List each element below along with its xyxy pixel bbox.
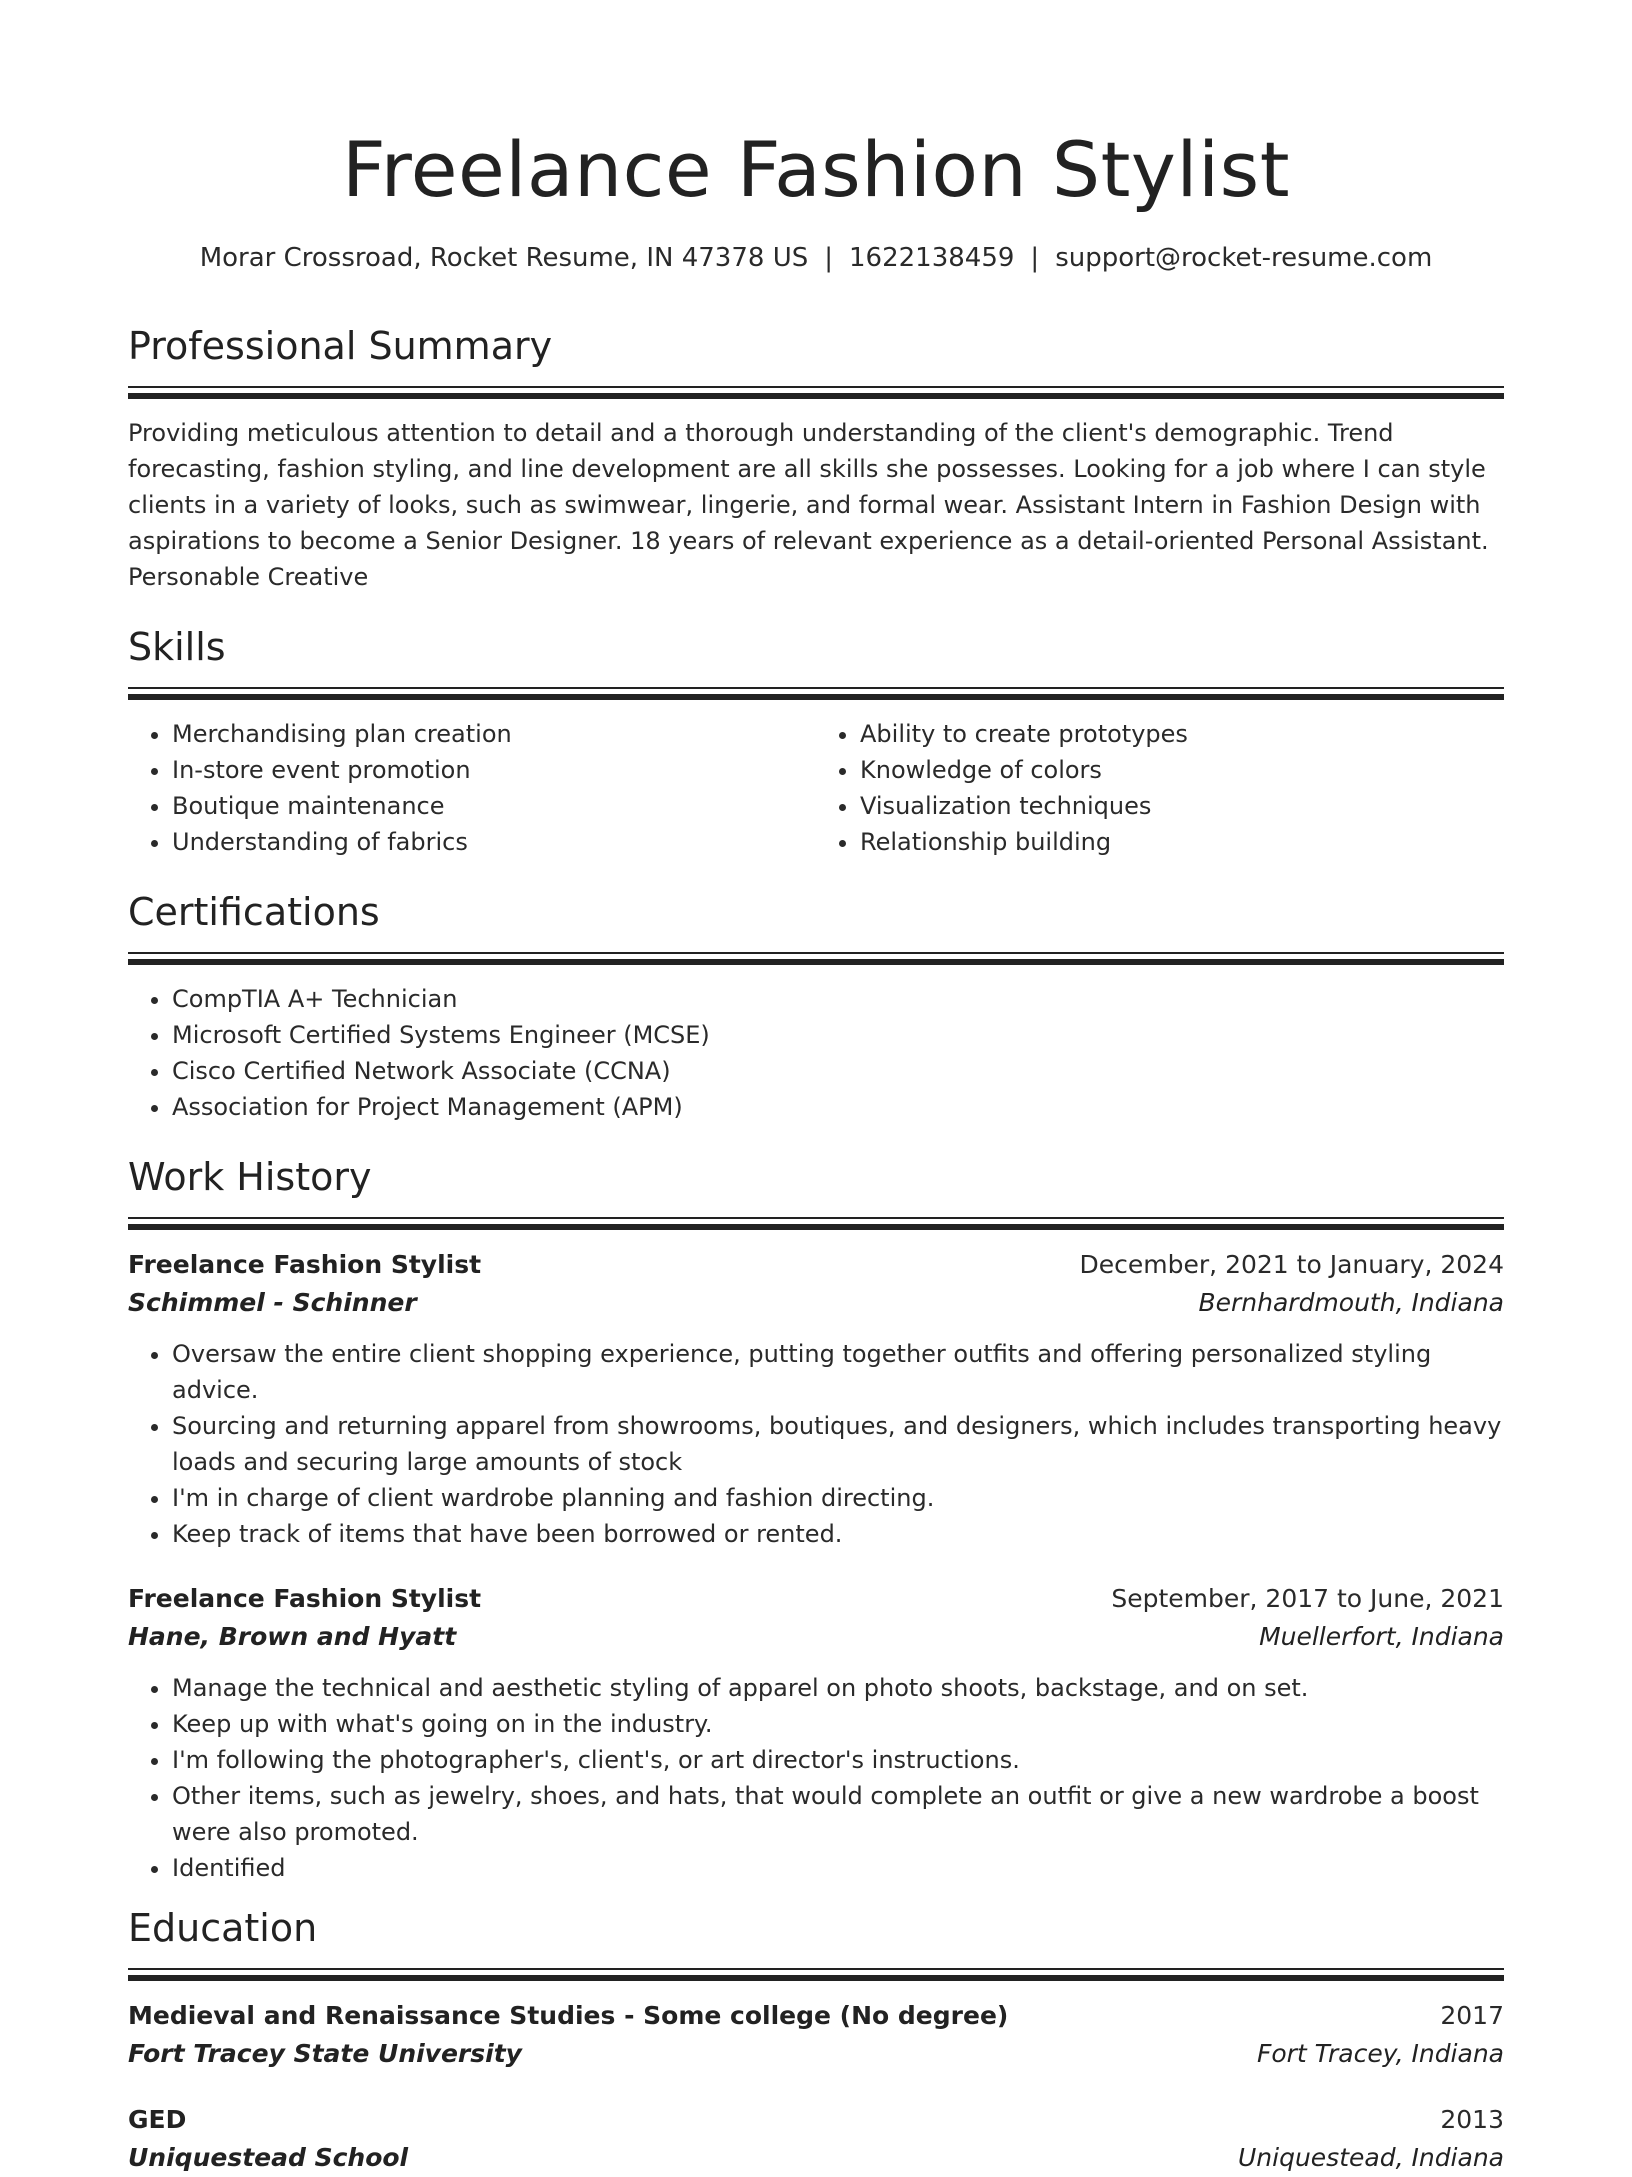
education-year: 2013 xyxy=(1440,2105,1504,2134)
education-location: Uniquestead, Indiana xyxy=(1238,2143,1504,2172)
section-divider xyxy=(128,952,1504,965)
section-title-skills: Skills xyxy=(128,625,226,669)
skills-grid xyxy=(128,716,1504,860)
contact-email: support@rocket-resume.com xyxy=(1055,243,1433,273)
education-degree: GED xyxy=(128,2105,187,2134)
education-section xyxy=(128,1902,1504,2177)
skill-item: • Understanding of fabrics xyxy=(172,824,816,860)
job-bullet: • Keep up with what's going on in the industry. xyxy=(172,1706,1504,1742)
skills-list-right xyxy=(816,716,1504,860)
skills-section xyxy=(128,621,1504,860)
education-location: Fort Tracey, Indiana xyxy=(1256,2039,1504,2068)
section-title-summary: Professional Summary xyxy=(128,324,553,368)
job-role: Freelance Fashion Stylist xyxy=(128,1584,482,1613)
skill-item: • Relationship building xyxy=(860,824,1504,860)
job-bullets xyxy=(128,1336,1504,1552)
contact-phone: 1622138459 xyxy=(849,243,1015,273)
skill-item: • Visualization techniques xyxy=(860,788,1504,824)
certifications-list xyxy=(128,981,1504,1125)
job-bullet: • Oversaw the entire client shopping experience, putting together outfits and offering personalized styling advice. xyxy=(172,1336,1504,1408)
job-entry xyxy=(128,1580,1504,1886)
certification-item: • Cisco Certified Network Associate (CCNA) xyxy=(172,1053,1504,1089)
job-company: Schimmel - Schinner xyxy=(128,1288,417,1317)
job-dates: September, 2017 to June, 2021 xyxy=(1111,1584,1504,1613)
skill-item: • Knowledge of colors xyxy=(860,752,1504,788)
job-role: Freelance Fashion Stylist xyxy=(128,1250,482,1279)
job-location: Muellerfort, Indiana xyxy=(1259,1622,1504,1651)
job-subheader xyxy=(128,1618,1504,1656)
contact-address: Morar Crossroad, Rocket Resume, IN 47378 US xyxy=(199,243,809,273)
contact-separator: | xyxy=(824,243,833,273)
job-bullet: • I'm in charge of client wardrobe planning and fashion directing. xyxy=(172,1480,1504,1516)
job-bullets xyxy=(128,1670,1504,1886)
job-bullet: • I'm following the photographer's, client's, or art director's instructions. xyxy=(172,1742,1504,1778)
summary-text: Providing meticulous attention to detail and a thorough understanding of the client's demographic. Trend forecasting, fashion styling, and line development are all skills she possesses. Looking for a job where I can style clients in a variety of looks, such as swimwear, lingerie, and formal wear. Assistant Intern in Fashion Design with aspirations to become a Senior Designer. 18 years of relevant experience as a detail-oriented Personal Assistant. Personable Creative xyxy=(128,419,1489,591)
skills-list-left xyxy=(128,716,816,860)
education-header xyxy=(128,2101,1504,2139)
skill-item: • Boutique maintenance xyxy=(172,788,816,824)
certification-item: • Association for Project Management (APM) xyxy=(172,1089,1504,1125)
section-divider xyxy=(128,386,1504,399)
job-header xyxy=(128,1580,1504,1618)
education-year: 2017 xyxy=(1440,2001,1504,2030)
certification-item: • CompTIA A+ Technician xyxy=(172,981,1504,1017)
contact-line xyxy=(128,240,1504,276)
section-title-work-history: Work History xyxy=(128,1155,372,1199)
education-subheader xyxy=(128,2035,1504,2073)
job-subheader xyxy=(128,1284,1504,1322)
job-company: Hane, Brown and Hyatt xyxy=(128,1622,457,1651)
job-location: Bernhardmouth, Indiana xyxy=(1198,1288,1504,1317)
job-bullet: • Manage the technical and aesthetic styling of apparel on photo shoots, backstage, and on set. xyxy=(172,1670,1504,1706)
skill-item: • Ability to create prototypes xyxy=(860,716,1504,752)
education-header xyxy=(128,1997,1504,2035)
education-entry xyxy=(128,2101,1504,2177)
job-bullet: • Other items, such as jewelry, shoes, and hats, that would complete an outfit or give a new wardrobe a boost were also promoted. xyxy=(172,1778,1504,1850)
work-history-section xyxy=(128,1151,1504,1886)
job-entry xyxy=(128,1246,1504,1552)
contact-separator: | xyxy=(1030,243,1040,273)
education-degree: Medieval and Renaissance Studies - Some college (No degree) xyxy=(128,2001,1009,2030)
education-subheader xyxy=(128,2139,1504,2177)
section-divider xyxy=(128,687,1504,700)
certification-item: • Microsoft Certified Systems Engineer (MCSE) xyxy=(172,1017,1504,1053)
section-title-certifications: Certifications xyxy=(128,890,380,934)
job-bullet: • Sourcing and returning apparel from showrooms, boutiques, and designers, which includes transporting heavy loads and securing large amounts of stock xyxy=(172,1408,1504,1480)
section-title-education: Education xyxy=(128,1906,318,1950)
skill-item: • Merchandising plan creation xyxy=(172,716,816,752)
certifications-section xyxy=(128,886,1504,1125)
section-divider xyxy=(128,1217,1504,1230)
candidate-name: Freelance Fashion Stylist xyxy=(342,125,1290,214)
education-school: Uniquestead School xyxy=(128,2143,409,2172)
job-bullet: • Identified xyxy=(172,1850,1504,1886)
section-divider xyxy=(128,1968,1504,1981)
summary-section xyxy=(128,320,1504,595)
skill-item: • In-store event promotion xyxy=(172,752,816,788)
job-dates: December, 2021 to January, 2024 xyxy=(1079,1250,1504,1279)
education-entry xyxy=(128,1997,1504,2073)
education-school: Fort Tracey State University xyxy=(128,2039,522,2068)
job-bullet: • Keep track of items that have been borrowed or rented. xyxy=(172,1516,1504,1552)
job-header xyxy=(128,1246,1504,1284)
